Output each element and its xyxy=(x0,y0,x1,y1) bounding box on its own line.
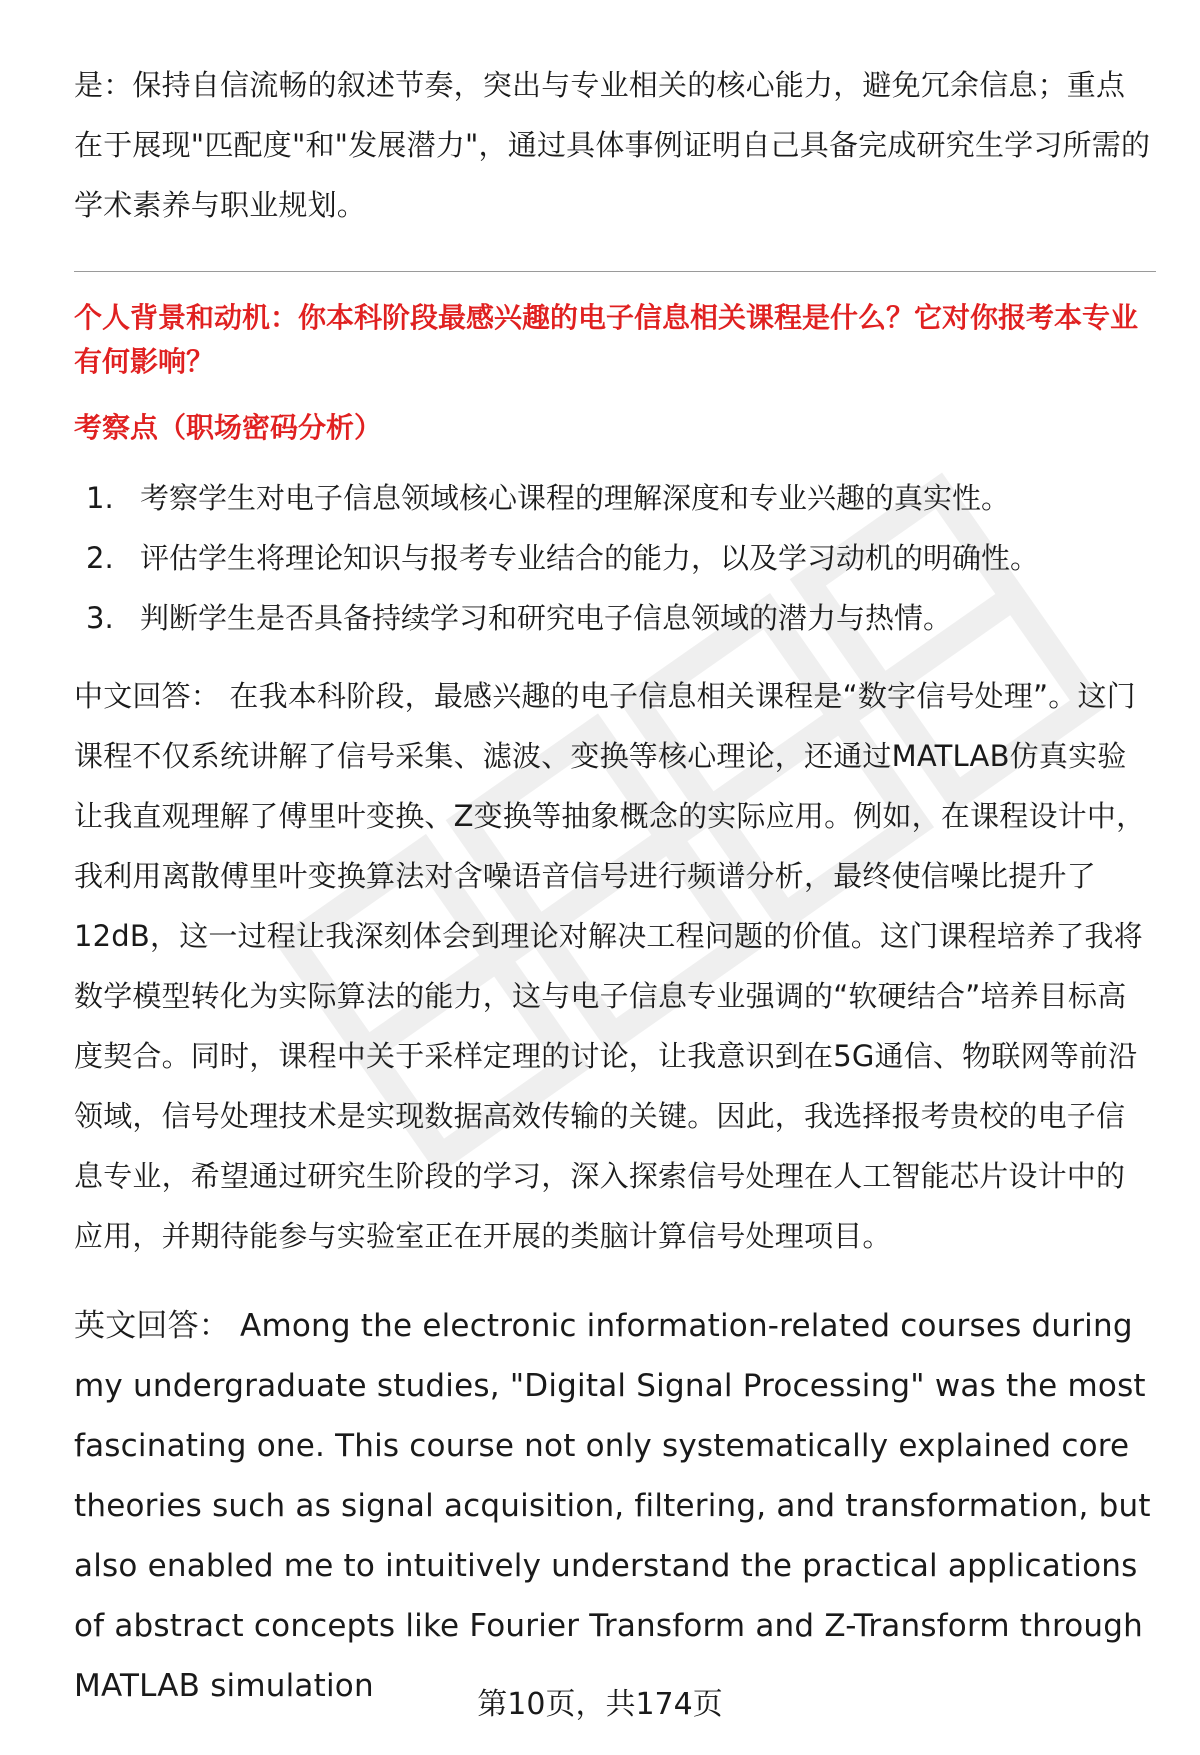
focus-heading: 考察点（职场密码分析） xyxy=(74,411,383,444)
english-answer: 英文回答： Among the electronic information-related courses during my undergraduate studies, "Digital Signal Processing" was the most fascinating one. This course not only systematically explained core theories such as signal acquisition, filtering, and transformation, but also enabled me to intuitively understand the practical applications of abstract concepts like Fourier Transform and Z-Transform through MATLAB simulation xyxy=(74,1308,1151,1704)
list-number: 1. xyxy=(86,481,114,515)
section-divider xyxy=(74,271,1156,272)
list-number: 2. xyxy=(86,541,114,575)
list-text: 评估学生将理论知识与报考专业结合的能力，以及学习动机的明确性。 xyxy=(140,541,1040,575)
question-title: 个人背景和动机：你本科阶段最感兴趣的电子信息相关课程是什么？它对你报考本专业有何影响？ xyxy=(74,301,1139,378)
focus-list xyxy=(74,468,1154,648)
document-page xyxy=(74,55,1154,1716)
list-number: 3. xyxy=(86,601,114,635)
list-item xyxy=(74,468,1154,528)
page-footer: 第10页，共174页 xyxy=(477,1687,723,1722)
intro-paragraph: 是：保持自信流畅的叙述节奏，突出与专业相关的核心能力，避免冗余信息；重点在于展现"匹配度"和"发展潜力"，通过具体事例证明自己具备完成研究生学习所需的学术素养与职业规划。 xyxy=(74,68,1151,222)
list-item xyxy=(74,528,1154,588)
chinese-answer: 中文回答： 在我本科阶段，最感兴趣的电子信息相关课程是“数字信号处理”。这门课程不仅系统讲解了信号采集、滤波、变换等核心理论，还通过MATLAB仿真实验让我直观理解了傅里叶变换、Z变换等抽象概念的实际应用。例如，在课程设计中，我利用离散傅里叶变换算法对含噪语音信号进行频谱分析，最终使信噪比提升了12dB，这一过程让我深刻体会到理论对解决工程问题的价值。这门课程培养了我将数学模型转化为实际算法的能力，这与电子信息专业强调的“软硬结合”培养目标高度契合。同时，课程中关于采样定理的讨论，让我意识到在5G通信、物联网等前沿领域，信号处理技术是实现数据高效传输的关键。因此，我选择报考贵校的电子信息专业，希望通过研究生阶段的学习，深入探索信号处理在人工智能芯片设计中的应用，并期待能参与实验室正在开展的类脑计算信号处理项目。 xyxy=(74,679,1146,1253)
list-item xyxy=(74,588,1154,648)
list-text: 判断学生是否具备持续学习和研究电子信息领域的潜力与热情。 xyxy=(140,601,953,635)
list-text: 考察学生对电子信息领域核心课程的理解深度和专业兴趣的真实性。 xyxy=(140,481,1011,515)
